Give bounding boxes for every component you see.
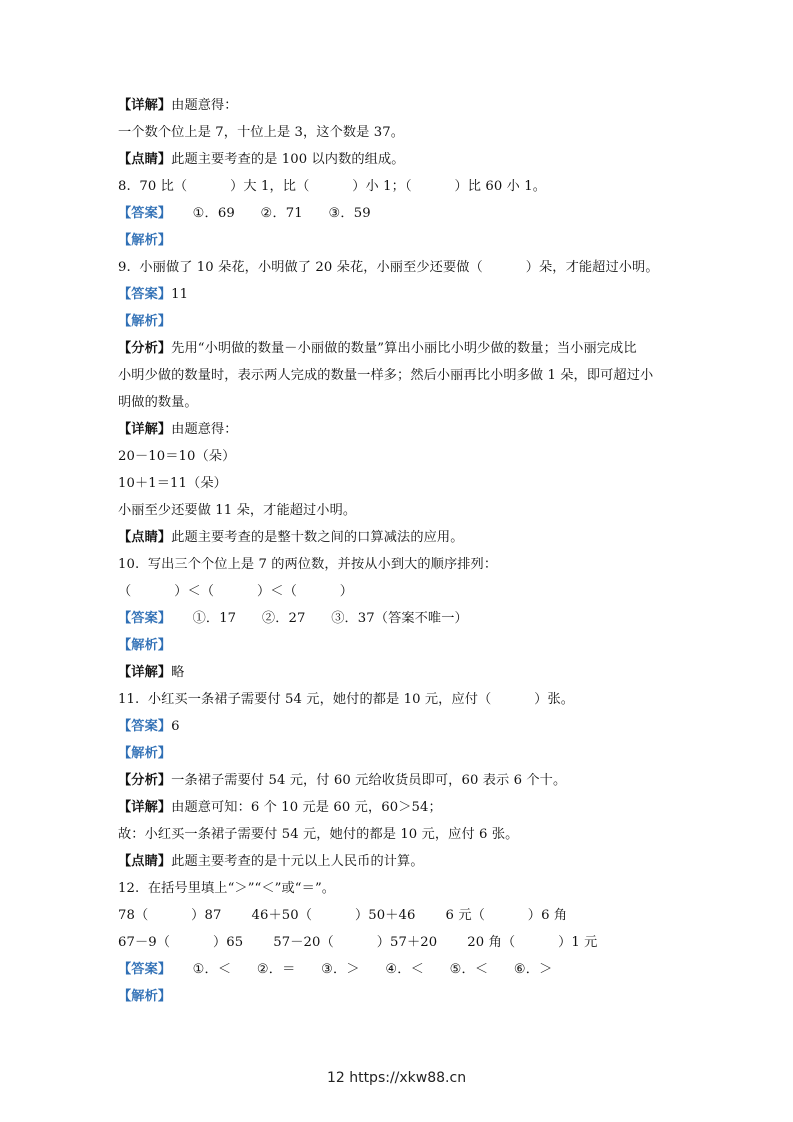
section-tag: 【解析】 (118, 746, 172, 761)
text-line (118, 285, 188, 305)
text-line (118, 150, 405, 170)
text-line (118, 258, 659, 278)
line-text: 11 (171, 287, 189, 302)
section-tag: 【分析】 (118, 341, 172, 356)
line-text: 此题主要考查的是 100 以内数的组成。 (171, 152, 405, 167)
line-text: 此题主要考查的是整十数之间的口算减法的应用。 (171, 530, 464, 545)
section-tag: 【答案】 (118, 206, 172, 221)
text-line (118, 717, 180, 737)
page-footer: 12 https://xkw88.cn (326, 1070, 467, 1086)
line-text: 先用“小明做的数量－小丽做的数量”算出小丽比小明少做的数量；当小丽完成比 (171, 341, 637, 356)
line-text: 小丽至少还要做 11 朵，才能超过小明。 (118, 503, 357, 518)
line-text: 小明少做的数量时，表示两人完成的数量一样多；然后小丽再比小明多做 1 朵，即可超过小 (118, 368, 654, 383)
section-tag: 【答案】 (118, 611, 172, 626)
section-tag: 【解析】 (118, 314, 172, 329)
section-tag: 【分析】 (118, 773, 172, 788)
text-line (118, 609, 468, 629)
text-line (118, 339, 637, 359)
text-line (118, 987, 171, 1007)
text-line (118, 933, 597, 953)
line-text: 此题主要考查的是十元以上人民币的计算。 (171, 854, 424, 869)
text-line (118, 312, 171, 332)
text-line (118, 771, 566, 791)
section-tag: 【详解】 (118, 800, 172, 815)
line-text: 67－9（ ）65 57－20（ ）57＋20 20 角（ ）1 元 (118, 935, 598, 950)
text-line (118, 825, 518, 845)
text-line (118, 690, 574, 710)
line-text: 11. 小红买一条裙子需要付 54 元，她付的都是 10 元，应付（ ）张。 (118, 692, 575, 707)
text-line (118, 123, 404, 143)
line-text: ①．69 ②．71 ③．59 (171, 206, 371, 221)
text-line (118, 582, 353, 602)
text-line (118, 447, 235, 467)
text-line (118, 555, 497, 575)
section-tag: 【答案】 (118, 719, 172, 734)
section-tag: 【详解】 (118, 665, 172, 680)
text-line (118, 501, 356, 521)
line-text: 由题意得： (171, 98, 238, 113)
text-line (118, 96, 238, 116)
line-text: 8. 70 比（ ）大 1，比（ ）小 1；（ ）比 60 小 1。 (118, 179, 547, 194)
line-text: ①．＜ ②．＝ ③．＞ ④．＜ ⑤．＜ ⑥．＞ (171, 962, 553, 977)
text-line (118, 204, 371, 224)
section-tag: 【点睛】 (118, 854, 172, 869)
section-tag: 【答案】 (118, 962, 172, 977)
text-line (118, 879, 335, 899)
line-text: 由题意得： (171, 422, 238, 437)
line-text: 略 (171, 665, 185, 680)
section-tag: 【详解】 (118, 98, 172, 113)
text-line (118, 366, 653, 386)
text-line (118, 663, 184, 683)
section-tag: 【点睛】 (118, 530, 172, 545)
line-text: 一条裙子需要付 54 元，付 60 元给收货员即可，60 表示 6 个十。 (171, 773, 567, 788)
line-text: 明做的数量。 (118, 395, 198, 410)
text-line (118, 798, 442, 818)
text-line (118, 960, 552, 980)
section-tag: 【点睛】 (118, 152, 172, 167)
section-tag: 【解析】 (118, 638, 172, 653)
section-tag: 【答案】 (118, 287, 172, 302)
line-text: 10. 写出三个个位上是 7 的两位数，并按从小到大的顺序排列： (118, 557, 498, 572)
line-text: 12. 在括号里填上“＞”“＜”或“＝”。 (118, 881, 336, 896)
line-text: 6 (171, 719, 180, 734)
text-line (118, 420, 238, 440)
line-text: ①．17 ②．27 ③．37（答案不唯一） (171, 611, 468, 626)
text-line (118, 636, 171, 656)
line-text: 由题意可知：6 个 10 元是 60 元，60＞54； (171, 800, 442, 815)
line-text: 10＋1＝11（朵） (118, 476, 227, 491)
text-line (118, 744, 171, 764)
text-line (118, 474, 227, 494)
section-tag: 【详解】 (118, 422, 172, 437)
section-tag: 【解析】 (118, 989, 172, 1004)
line-text: （ ）＜（ ）＜（ ） (118, 584, 354, 599)
line-text: 一个数个位上是 7，十位上是 3，这个数是 37。 (118, 125, 405, 140)
text-line (118, 852, 424, 872)
text-line (118, 231, 171, 251)
text-line (118, 528, 463, 548)
text-line (118, 177, 546, 197)
section-tag: 【解析】 (118, 233, 172, 248)
text-line (118, 906, 567, 926)
line-text: 9. 小丽做了 10 朵花，小明做了 20 朵花，小丽至少还要做（ ）朵，才能超过小明。 (118, 260, 659, 275)
text-line (118, 393, 198, 413)
line-text: 20－10＝10（朵） (118, 449, 236, 464)
line-text: 78（ ）87 46＋50（ ）50＋46 6 元（ ）6 角 (118, 908, 568, 923)
line-text: 故：小红买一条裙子需要付 54 元，她付的都是 10 元，应付 6 张。 (118, 827, 519, 842)
